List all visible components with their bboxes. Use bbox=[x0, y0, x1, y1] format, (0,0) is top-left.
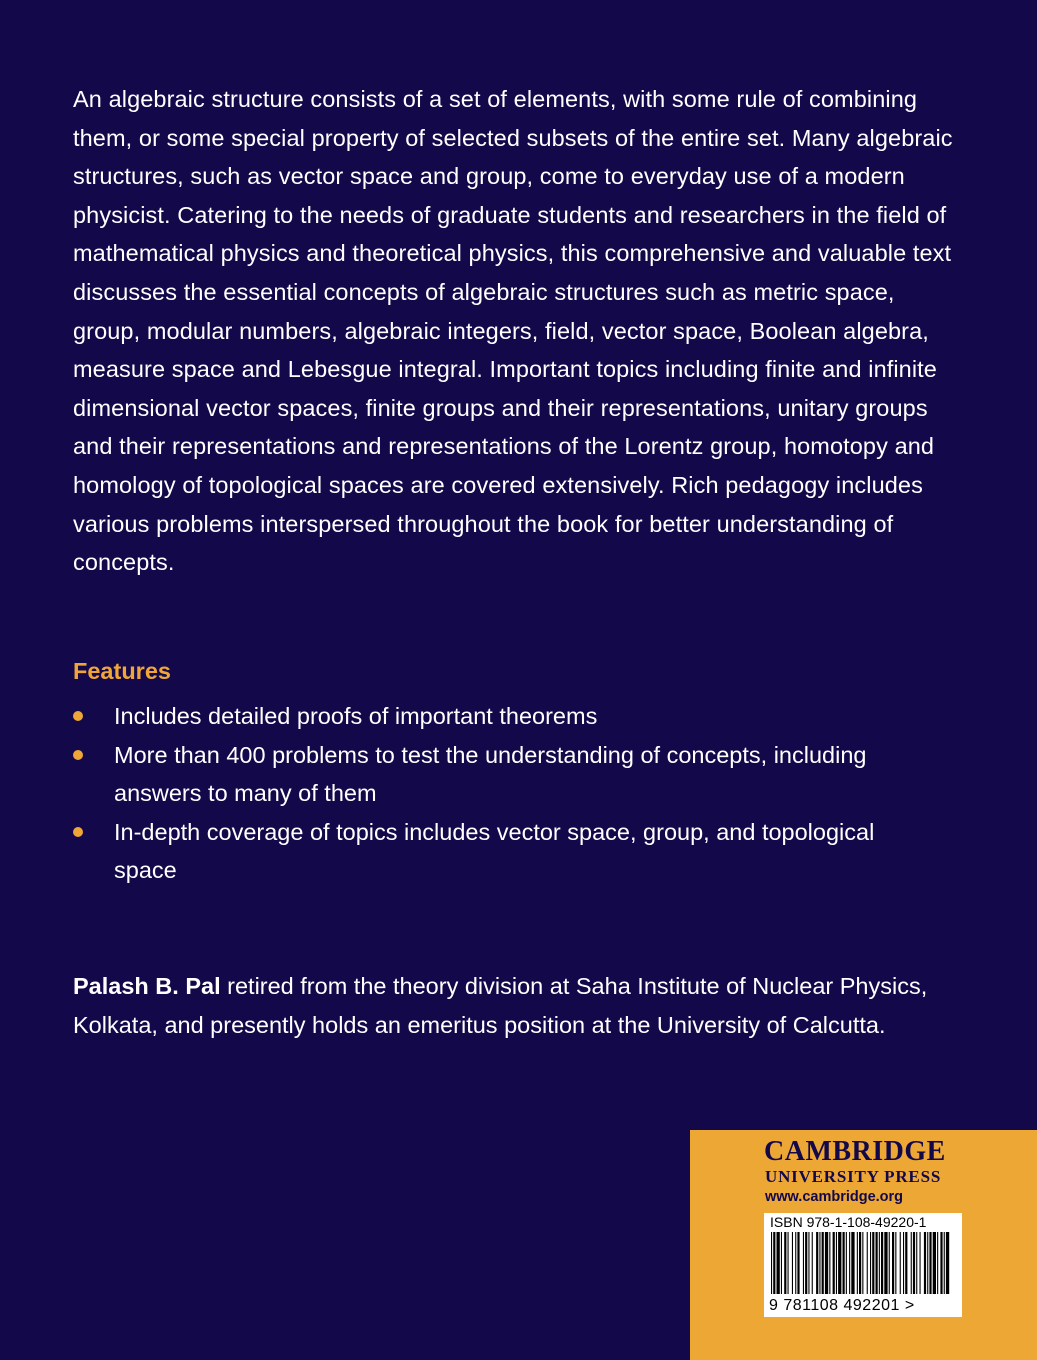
publisher-name: CAMBRIDGE bbox=[764, 1136, 946, 1167]
barcode-digits: 9 781108 492201 > bbox=[769, 1297, 915, 1314]
bullet-icon bbox=[73, 827, 83, 837]
author-bio bbox=[73, 967, 973, 1044]
isbn-label: ISBN 978-1-108-49220-1 bbox=[770, 1214, 927, 1230]
publisher-press: UNIVERSITY PRESS bbox=[765, 1167, 942, 1186]
author-description: retired from the theory division at Saha Institute of Nuclear Physics, Kolkata, and presently holds an emeritus position at the University of Calcutta. bbox=[73, 973, 928, 1038]
list-item bbox=[73, 697, 933, 736]
book-description: An algebraic structure consists of a set of elements, with some rule of combining them, or some special property of selected subsets of the entire set. Many algebraic structures, such as vector space and group, come to everyday use of a modern physicist. Catering to the needs of graduate students and researchers in the field of mathematical physics and theoretical physics, this comprehensive and valuable text discusses the essential concepts of algebraic structures such as metric space, group, modular numbers, algebraic integers, field, vector space, Boolean algebra, measure space and Lebesgue integral. Important topics including finite and infinite dimensional vector spaces, finite groups and their representations, unitary groups and their representations and representations of the Lorentz group, homotopy and homology of topological spaces are covered extensively. Rich pedagogy includes various problems interspersed throughout the book for better understanding of concepts. bbox=[73, 86, 953, 576]
feature-text: More than 400 problems to test the understanding of concepts, including answers to many of them bbox=[114, 741, 867, 807]
features-heading: Features bbox=[73, 658, 171, 684]
author-name: Palash B. Pal bbox=[73, 973, 221, 999]
feature-text: Includes detailed proofs of important theorems bbox=[114, 703, 598, 729]
feature-text: In-depth coverage of topics includes vector space, group, and topological space bbox=[114, 818, 875, 884]
list-item bbox=[73, 736, 933, 813]
barcode-icon bbox=[769, 1232, 955, 1296]
publisher-url: www.cambridge.org bbox=[765, 1189, 904, 1205]
bullet-icon bbox=[73, 711, 83, 721]
features-list bbox=[73, 697, 933, 890]
bullet-icon bbox=[73, 750, 83, 760]
list-item bbox=[73, 813, 933, 890]
